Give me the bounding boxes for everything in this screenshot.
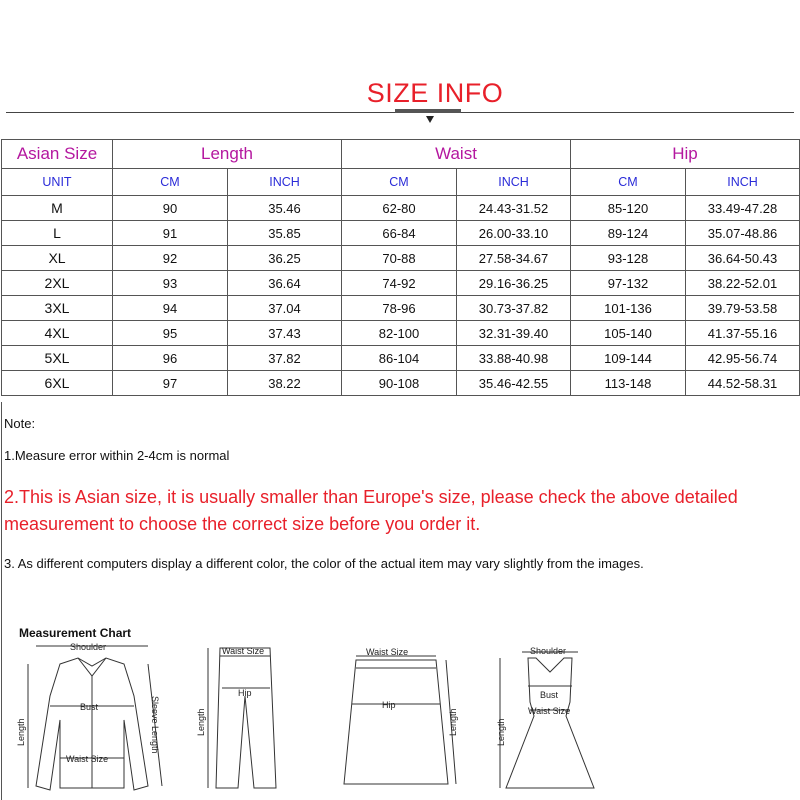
table-cell: 93 <box>113 271 228 296</box>
size-label-cell: 4XL <box>2 321 113 346</box>
table-cell: 37.04 <box>228 296 342 321</box>
size-label-cell: 5XL <box>2 346 113 371</box>
dress-length-label: Length <box>496 718 506 746</box>
table-cell: 70-88 <box>342 246 457 271</box>
table-cell: 91 <box>113 221 228 246</box>
table-cell: 78-96 <box>342 296 457 321</box>
unit-waist-inch: INCH <box>457 169 571 196</box>
title-underline-accent <box>395 109 461 113</box>
table-cell: 26.00-33.10 <box>457 221 571 246</box>
table-cell: 36.25 <box>228 246 342 271</box>
page-title: SIZE INFO <box>366 78 504 108</box>
table-cell: 29.16-36.25 <box>457 271 571 296</box>
title-area <box>0 78 800 128</box>
size-label-cell: 2XL <box>2 271 113 296</box>
note-measure-error: 1.Measure error within 2-4cm is normal <box>4 448 230 463</box>
table-cell: 42.95-56.74 <box>686 346 800 371</box>
table-cell: 33.49-47.28 <box>686 196 800 221</box>
table-row <box>2 371 800 396</box>
table-cell: 95 <box>113 321 228 346</box>
down-arrow-icon <box>426 116 434 123</box>
note-color-variance: 3. As different computers display a different color, the color of the actual item may vary slightly from the images. <box>4 556 644 571</box>
table-cell: 36.64 <box>228 271 342 296</box>
shirt-waist-label: Waist Size <box>66 754 109 764</box>
table-cell: 82-100 <box>342 321 457 346</box>
table-row <box>2 221 800 246</box>
table-cell: 24.43-31.52 <box>457 196 571 221</box>
unit-label: UNIT <box>2 169 113 196</box>
shirt-sleeve-label: Sleeve Length <box>150 696 160 754</box>
table-cell: 86-104 <box>342 346 457 371</box>
skirt-hip-label: Hip <box>382 700 396 710</box>
unit-hip-cm: CM <box>571 169 686 196</box>
measurement-chart-title: Measurement Chart <box>19 626 132 640</box>
table-cell: 32.31-39.40 <box>457 321 571 346</box>
table-cell: 38.22 <box>228 371 342 396</box>
dress-diagram <box>500 652 594 788</box>
table-cell: 35.46-42.55 <box>457 371 571 396</box>
pants-length-label: Length <box>196 708 206 736</box>
table-cell: 93-128 <box>571 246 686 271</box>
table-cell: 89-124 <box>571 221 686 246</box>
unit-waist-cm: CM <box>342 169 457 196</box>
table-row <box>2 296 800 321</box>
note-asian-size-warning: 2.This is Asian size, it is usually smaller than Europe's size, please check the above detailed measurement to choose the correct size before you order it. <box>4 487 738 534</box>
size-table <box>1 139 800 396</box>
table-cell: 96 <box>113 346 228 371</box>
skirt-outline <box>344 660 448 784</box>
note-heading: Note: <box>4 416 36 431</box>
header-length: Length <box>113 140 342 169</box>
table-cell: 35.46 <box>228 196 342 221</box>
table-cell: 74-92 <box>342 271 457 296</box>
table-cell: 36.64-50.43 <box>686 246 800 271</box>
table-row <box>2 246 800 271</box>
size-label-cell: 3XL <box>2 296 113 321</box>
table-cell: 39.79-53.58 <box>686 296 800 321</box>
table-row <box>2 321 800 346</box>
size-label-cell: 6XL <box>2 371 113 396</box>
shirt-length-label: Length <box>16 718 26 746</box>
pants-waist-label: Waist Size <box>222 646 265 656</box>
table-cell: 85-120 <box>571 196 686 221</box>
unit-hip-inch: INCH <box>686 169 800 196</box>
table-cell: 35.85 <box>228 221 342 246</box>
dress-waist-label: Waist Size <box>528 706 571 716</box>
skirt-diagram <box>344 656 456 784</box>
table-cell: 41.37-55.16 <box>686 321 800 346</box>
table-cell: 109-144 <box>571 346 686 371</box>
dress-shoulder-label: Shoulder <box>530 646 567 656</box>
dress-bust-label: Bust <box>540 690 559 700</box>
table-cell: 92 <box>113 246 228 271</box>
table-cell: 90-108 <box>342 371 457 396</box>
unit-length-cm: CM <box>113 169 228 196</box>
table-cell: 44.52-58.31 <box>686 371 800 396</box>
table-cell: 37.82 <box>228 346 342 371</box>
unit-length-inch: INCH <box>228 169 342 196</box>
header-waist: Waist <box>342 140 571 169</box>
header-hip: Hip <box>571 140 800 169</box>
size-table-header <box>2 140 800 169</box>
pants-outline <box>216 648 276 788</box>
measurement-chart <box>0 636 800 800</box>
size-label-cell: XL <box>2 246 113 271</box>
table-cell: 35.07-48.86 <box>686 221 800 246</box>
skirt-waist-label: Waist Size <box>366 647 409 657</box>
table-cell: 97 <box>113 371 228 396</box>
shirt-bust-label: Bust <box>80 702 99 712</box>
shirt-diagram <box>28 646 162 790</box>
table-cell: 66-84 <box>342 221 457 246</box>
table-cell: 27.58-34.67 <box>457 246 571 271</box>
table-cell: 113-148 <box>571 371 686 396</box>
header-asian-size: Asian Size <box>2 140 113 169</box>
table-cell: 62-80 <box>342 196 457 221</box>
shirt-shoulder-label: Shoulder <box>70 642 107 652</box>
pants-hip-label: Hip <box>238 688 252 698</box>
table-cell: 38.22-52.01 <box>686 271 800 296</box>
table-cell: 94 <box>113 296 228 321</box>
table-cell: 37.43 <box>228 321 342 346</box>
size-table-units <box>2 169 800 196</box>
table-row <box>2 196 800 221</box>
size-label-cell: M <box>2 196 113 221</box>
table-cell: 101-136 <box>571 296 686 321</box>
dress-outline <box>506 658 594 788</box>
skirt-length-label: Length <box>448 708 458 736</box>
pants-diagram <box>208 648 276 788</box>
table-cell: 97-132 <box>571 271 686 296</box>
table-cell: 90 <box>113 196 228 221</box>
table-cell: 30.73-37.82 <box>457 296 571 321</box>
table-row <box>2 346 800 371</box>
table-row <box>2 271 800 296</box>
size-label-cell: L <box>2 221 113 246</box>
table-cell: 105-140 <box>571 321 686 346</box>
table-cell: 33.88-40.98 <box>457 346 571 371</box>
